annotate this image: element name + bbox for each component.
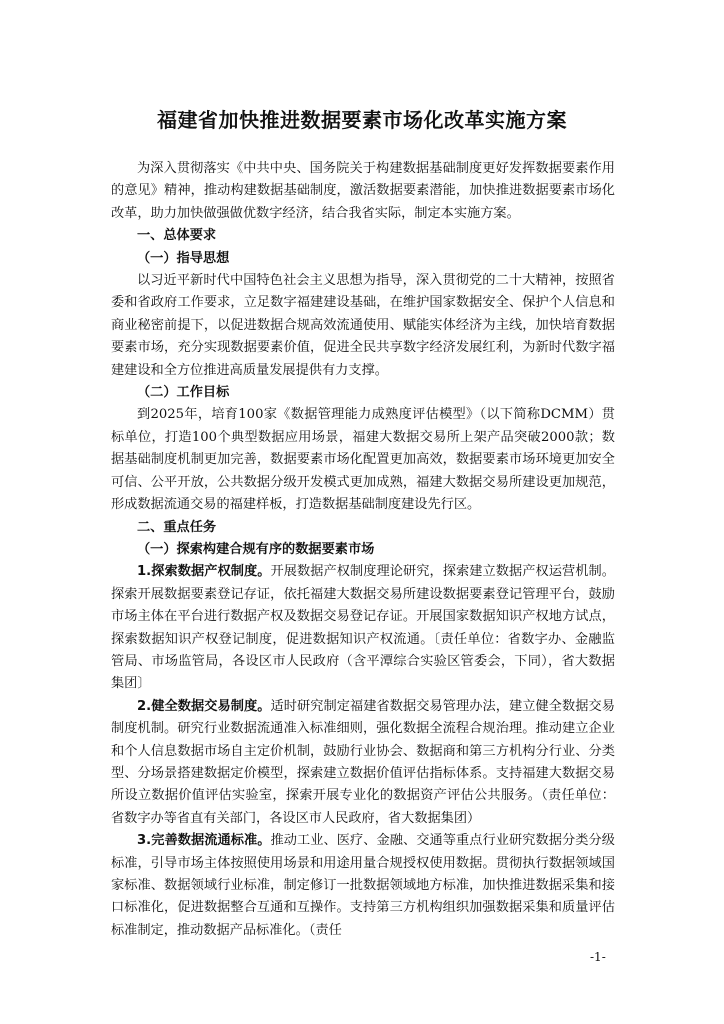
intro-paragraph: 为深入贯彻落实《中共中央、国务院关于构建数据基础制度更好发挥数据要素作用的意见》精神，推动构建数据基础制度，激活数据要素潜能，加快推进数据要素市场化改革，助力加快做强做优数字经济，结合我省实际，制定本实施方案。	[111, 161, 615, 221]
item3-paragraph	[111, 830, 615, 942]
section1-sub2-heading: （二）工作目标	[137, 385, 230, 401]
document-body	[111, 158, 615, 942]
section2-heading: 二、重点任务	[137, 519, 217, 535]
item1-text: 开展数据产权制度理论研究，探索建立数据产权运营机制。探索开展数据要素登记存证，依托福建大数据交易所建设数据要素登记管理平台，鼓励市场主体在平台进行数据产权及数据交易登记存证。开展国家数据知识产权地方试点，探索数据知识产权登记制度，促进数据知识产权流通。〔责任单位：省数字办、金融监管局、市场监管局，各设区市人民政府（含平潭综合实验区管委会，下同），省大数据集团〕	[111, 564, 615, 692]
section2-sub1-heading: （一）探索构建合规有序的数据要素市场	[137, 541, 375, 557]
item1-paragraph	[111, 561, 615, 695]
item3-text: 推动工业、医疗、金融、交通等重点行业研究数据分类分级标准，引导市场主体按照使用场景和用途用量合规授权使用数据。贯彻执行数据领域国家标准、数据领域行业标准，制定修订一批数据领域地方标准，加快推进数据采集和接口标准化，促进数据整合互通和互操作。支持第三方机构组织加强数据采集和质量评估标准制定，推动数据产品标准化。（责任	[111, 833, 615, 938]
section1-sub1-heading: （一）指导思想	[137, 250, 230, 266]
page-number: -1-	[590, 950, 606, 964]
item1-label: 1.探索数据产权制度。	[137, 564, 271, 580]
item2-text: 适时研究制定福建省数据交易管理办法，建立健全数据交易制度机制。研究行业数据流通准入标准细则，强化数据全流程合规治理。推动建立企业和个人信息数据市场自主定价机制，鼓励行业协会、数据商和第三方机构分行业、分类型、分场景搭建数据定价模型，探索建立数据价值评估指标体系。支持福建大数据交易所设立数据价值评估实验室，探索开展专业化的数据资产评估公共服务。（责任单位：省数字办等省直有关部门，各设区市人民政府，省大数据集团）	[111, 698, 615, 826]
item2-paragraph	[111, 696, 615, 830]
item2-label: 2.健全数据交易制度。	[137, 698, 271, 714]
work-goals-paragraph: 到2025年，培育100家《数据管理能力成熟度评估模型》（以下简称DCMM）贯标单位，打造100个典型数据应用场景，福建大数据交易所上架产品突破2000款；数据基础制度机制更加完善，数据要素市场化配置更加高效，数据要素市场环境更加安全可信、公平开放，公共数据分级开发模式更加成熟，福建大数据交易所建设更加规范，形成数据流通交易的福建样板，打造数据基础制度建设先行区。	[111, 407, 615, 513]
guiding-ideology-paragraph: 以习近平新时代中国特色社会主义思想为指导，深入贯彻党的二十大精神，按照省委和省政府工作要求，立足数字福建建设基础，在维护国家数据安全、保护个人信息和商业秘密前提下，以促进数据合规高效流通使用、赋能实体经济为主线，加快培育数据要素市场，充分实现数据要素价值，促进全民共享数字经济发展红利，为新时代数字福建建设和全方位推进高质量发展提供有力支撑。	[111, 273, 615, 378]
document-title: 福建省加快推进数据要素市场化改革实施方案	[157, 108, 567, 132]
section1-heading: 一、总体要求	[137, 228, 217, 244]
item3-label: 3.完善数据流通标准。	[137, 833, 271, 849]
